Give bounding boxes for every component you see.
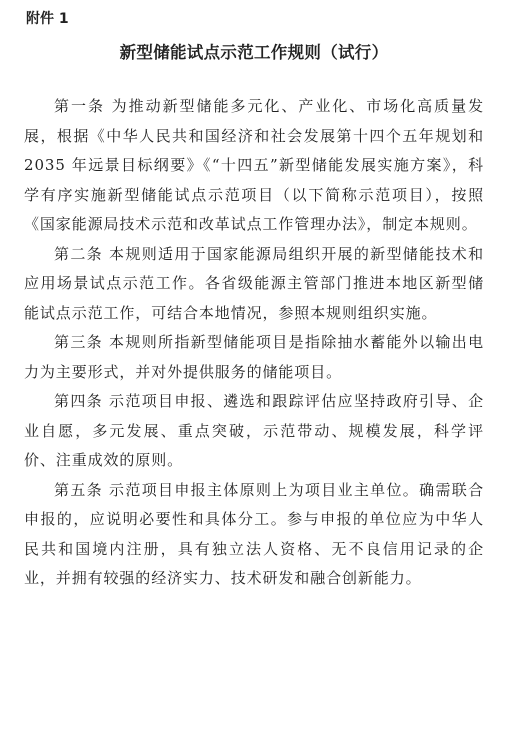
article-1: 第一条 为推动新型储能多元化、产业化、市场化高质量发展，根据《中华人民共和国经济和社会发展第十四个五年规划和 2035 年远景目标纲要》《“十四五”新型储能发展实施方案》，科学有序实施新型储能试点示范项目（以下简称示范项目），按照《国家能源局技术示范和改革试点工作管理办法》，制定本规则。 xyxy=(24,97,484,233)
attachment-label: 附件 1 xyxy=(26,11,69,27)
article-2: 第二条 本规则适用于国家能源局组织开展的新型储能技术和应用场景试点示范工作。各省级能源主管部门推进本地区新型储能试点示范工作，可结合本地情况，参照本规则组织实施。 xyxy=(24,244,484,322)
article-5: 第五条 示范项目申报主体原则上为项目业主单位。确需联合申报的，应说明必要性和具体分工。参与申报的单位应为中华人民共和国境内注册，具有独立法人资格、无不良信用记录的企业，并拥有较强的经济实力、技术研发和融合创新能力。 xyxy=(24,480,484,587)
article-3: 第三条 本规则所指新型储能项目是指除抽水蓄能外以输出电力为主要形式，并对外提供服务的储能项目。 xyxy=(24,333,484,381)
article-4: 第四条 示范项目申报、遴选和跟踪评估应坚持政府引导、企业自愿，多元发展、重点突破，示范带动、规模发展，科学评价、注重成效的原则。 xyxy=(24,392,484,469)
document-title: 新型储能试点示范工作规则（试行） xyxy=(119,43,389,62)
